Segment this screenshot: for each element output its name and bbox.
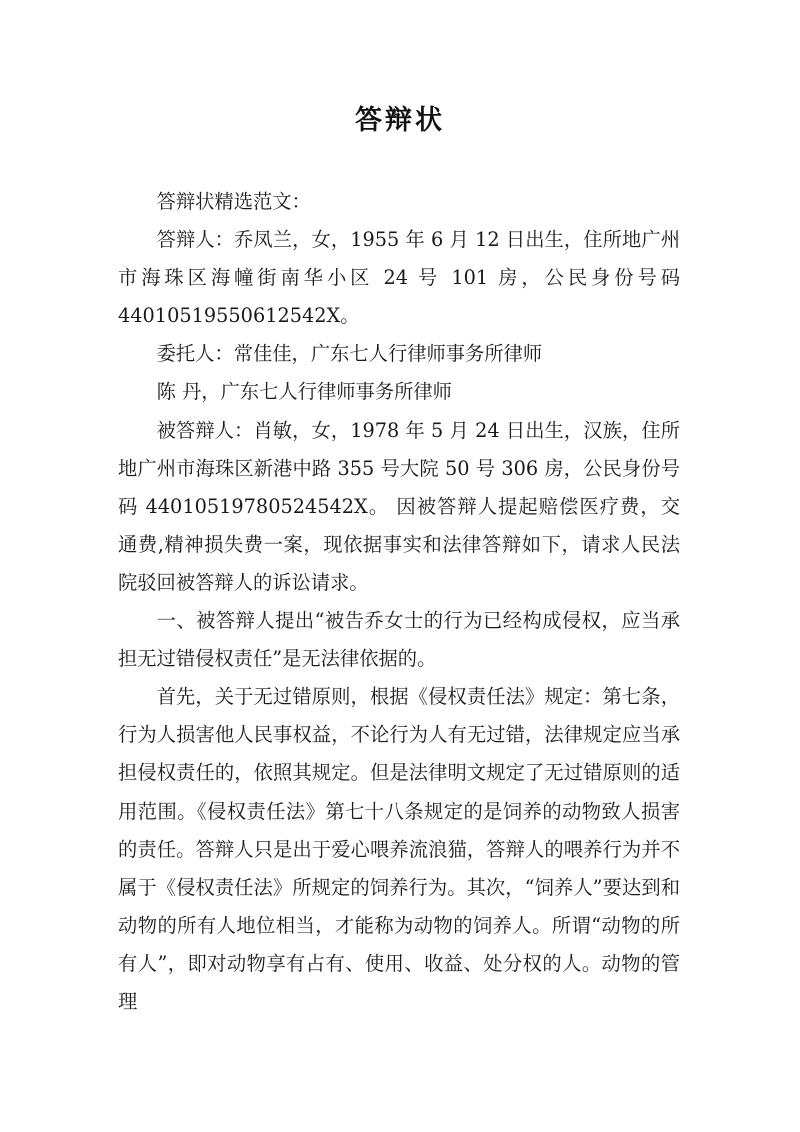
paragraph-agent-1: 委托人：常佳佳，广东七人行律师事务所律师 [156, 342, 543, 366]
paragraph-argument-1-body: 首先，关于无过错原则，根据《侵权责任法》规定：第七条，行为人损害他人民事权益，不论行为人有无过错，法律规定应当承担侵权责任的，依照其规定。但是法律明文规定了无过错原则的适用范围。《侵权责任法》第七十八条规定的是饲养的动物致人损害的责任。答辩人只是出于爱心喂养流浪猫，答辩人的喂养行为并不属于《侵权责任法》所规定的饲养行为。其次，“饲养人”要达到和动物的所有人地位相当，才能称为动物的饲养人。所谓“动物的所有人”，即对动物享有占有、使用、收益、处分权的人。动物的管理 [118, 685, 680, 1013]
paragraph-agent-2: 陈 丹，广东七人行律师事务所律师 [156, 380, 452, 404]
paragraph-argument-1-heading: 一、被答辩人提出“被告乔女士的行为已经构成侵权，应当承担无过错侵权责任”是无法律依据的。 [118, 609, 680, 671]
document-title: 答辩状 [355, 105, 445, 136]
document-body [118, 183, 680, 1021]
paragraph-intro: 答辩状精选范文： [156, 190, 311, 213]
paragraph-plaintiff: 被答辩人：肖敏，女，1978 年 5 月 24 日出生，汉族，住所地广州市海珠区新港中路 355 号大院 50 号 306 房，公民身份号码 44010519780524542X。 因被答辩人提起赔偿医疗费，交通费,精神损失费一案，现依据事实和法律答辩如下，请求人民法院驳回被答辩人的诉讼请求。 [118, 418, 680, 594]
paragraph-respondent: 答辩人：乔凤兰，女，1955 年 6 月 12 日出生，住所地广州市海珠区海幢街南华小区 24 号 101 房，公民身份号码 44010519550612542X。 [118, 228, 680, 328]
